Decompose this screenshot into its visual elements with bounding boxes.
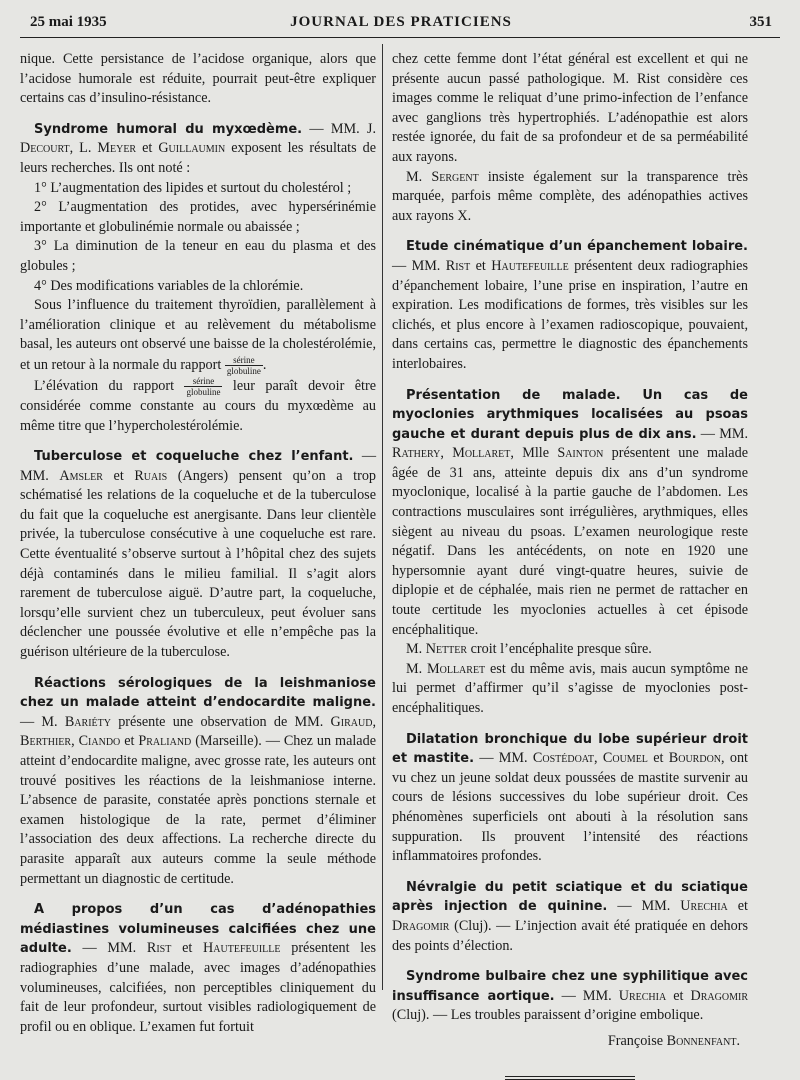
author-name: Berthier [20, 733, 72, 750]
author-name: Hautefeuille [491, 257, 569, 274]
intro-paragraph: nique. Cette persistance de l’acidose organique, alors que l’acidose humorale est réduite, pourrait peut-être expliquer certains cas d’insulino-résistance. [20, 51, 376, 107]
author-name: Guillaumin [158, 140, 226, 157]
section-paragraph: A propos d’un cas d’adénopathies médiastines volumineuses calcifiées chez une adulte. — MM. Rist et Hautefeuille présentent les radiographies d’une malade, avec images d’adénopathies volumineuses, calcifiées, non perceptibles cliniquement du fait de leur profondeur, surtout visibles radiologiquement de profil ou en oblique. L’examen fut fortuit [20, 902, 376, 1035]
list-item: 3° La diminution de la teneur en eau du plasma et des globules ; [20, 238, 376, 274]
issue-date: 25 mai 1935 [30, 14, 107, 30]
section-dilatation [392, 730, 748, 867]
author-name: Urechia [680, 898, 728, 915]
section-paragraph: Syndrome humoral du myxœdème. — MM. J. Decourt, L. Meyer et Guillaumin exposent les résultats de leurs recherches. Ils ont noté : [20, 120, 376, 176]
author-name: Giraud [330, 713, 373, 730]
author-name: Hautefeuille [203, 940, 281, 957]
author-name: Amsler [59, 467, 103, 484]
section-paragraph: M. Netter croit l’encéphalite presque sûre. [406, 641, 652, 658]
section-syndrome-bulbaire [392, 967, 748, 1026]
section-paragraph: Syndrome bulbaire chez une syphilitique avec insuffisance aortique. — MM. Urechia et Dragomir (Cluj). — Les troubles paraissent d’origine embolique. [392, 969, 748, 1024]
author-name: Netter [425, 641, 468, 658]
section-paragraph: Présentation de malade. Un cas de myoclonies arythmiques localisées au psoas gauche et durant depuis plus de dix ans. — MM. Rathery, Mollaret, Mlle Sainton présentent une malade âgée de 31 ans, atteinte depuis dix ans d’un syndrome myoclonique, localisé à la partie gauche de l’abdomen. Les contractions musculaires sont irrégulières, arythmiques, elles siègent au niveau du psoas. L’examen neurologique reste négatif. Dans les antécédents, on note en 1920 une hypersomnie ayant duré vingt-quatre heures, suivie de diplopie et de céphalée, mais rien ne permet de rattacher en toute certitude les myoclonies actuelles à cet épisode encéphalitique. [392, 387, 748, 638]
header-rule [20, 37, 780, 38]
section-paragraph: Névralgie du petit sciatique et du sciatique après injection de quinine. — MM. Urechia et Dragomir (Cluj). — L’injection avait été pratiquée en dehors des points d’élection. [392, 879, 748, 954]
list-item: 2° L’augmentation des protides, avec hypersérinémie importante et globulinémie normale ou abaissée ; [20, 199, 376, 235]
section-myoclonies [392, 386, 748, 719]
author-name: Mollaret [452, 445, 511, 462]
author-name: Bourdon [668, 750, 722, 767]
author-name: Sainton [557, 445, 604, 462]
author-name: Rist [146, 940, 172, 957]
page-number: 351 [749, 14, 772, 30]
section-title: Syndrome bulbaire chez une syphilitique avec insuffisance aortique. [392, 969, 748, 1004]
journal-title: JOURNAL DES PRATICIENS [290, 14, 512, 30]
section-title: Etude cinématique d’un épanchement lobaire. [406, 239, 748, 255]
section-epanchement [392, 237, 748, 374]
section-paragraph: Réactions sérologiques de la leishmaniose chez un malade atteint d’endocardite maligne. — M. Bariéty présente une observation de MM. Giraud, Berthier, Ciando et Praliand (Marseille). — Chez un malade atteint d’endocardite maligne, avec grosse rate, les auteurs ont trouvé positives les réactions de la leishmaniose interne. L’absence de parasite, constatée après ponctions sternale et examen histologique de la rate, permet d’éliminer l’association des deux affections. La recherche directe du parasite apparaît aux auteurs comme la seule méthode permettant un diagnostic de certitude. [20, 675, 376, 887]
fraction-serine-globuline: $\frac{\text{sérine}}{\text{globuline}}$ [226, 354, 261, 376]
section-tuberculose [20, 447, 376, 663]
section-paragraph: M. Mollaret est du même avis, mais aucun symptôme ne lui permet d’affirmer qu’il s’agisse de myoclonies post-encéphalitiques. [392, 660, 748, 716]
section-title: Tuberculose et coqueluche chez l’enfant. [34, 449, 354, 465]
author-name: Dragomir [392, 917, 450, 934]
author-name: Rist [445, 257, 471, 274]
section-paragraph: Tuberculose et coqueluche chez l’enfant. — MM. Amsler et Ruais (Angers) pensent qu’on a trop schématisé les relations de la coqueluche et de la tuberculose du fait que la coqueluche est anergisante. Dans leur clientèle privée, la tuberculose consécutive à une coqueluche est rare. Cette éventualité s’observe surtout à l’hôpital chez des sujets déjà contaminés dans le milieu familial. Il s’agit alors rarement de tuberculose aiguë. D’autre part, la coqueluche, lorsqu’elle survient chez un tuberculeux, peut évoluer sans déclencher une poussée évolutive et elle n’empêche pas la guérison ultérieure de la tuberculose. [20, 448, 377, 661]
section-title: Syndrome humoral du myxœdème. [34, 121, 303, 137]
section-title: A propos d’un cas d’adénopathies médiastines volumineuses calcifiées chez une adulte. [20, 902, 376, 957]
section-myxoedeme [20, 120, 376, 436]
author-name: Praliand [138, 733, 192, 750]
section-leishmaniose [20, 674, 376, 890]
author-name: Sergent [431, 168, 479, 185]
author-name: Coumel [602, 750, 648, 767]
author-name: Rathery [392, 445, 441, 462]
section-title: Présentation de malade. Un cas de myoclonies arythmiques localisées au psoas gauche et durant depuis plus de dix ans. [392, 387, 748, 442]
list-item: 4° Des modifications variables de la chlorémie. [34, 277, 304, 294]
author-name: Urechia [618, 987, 667, 1004]
author-name: Dragomir [690, 987, 748, 1004]
list-item: 1° L’augmentation des lipides et surtout du cholestérol ; [34, 179, 352, 196]
author-name: Ruais [134, 467, 168, 484]
section-paragraph: L’élévation du rapport $\frac{\text{sérine}}{\text{globuline}}$ leur paraît devoir être considérée comme constante au cours du myxœdème au même titre que l’hypercholestérolémie. [20, 375, 376, 434]
author-name: Bariéty [64, 713, 111, 730]
column-divider [382, 44, 383, 990]
author-name: Costédoat [532, 750, 595, 767]
author-name: Decourt [20, 140, 70, 157]
section-paragraph: Sous l’influence du traitement thyroïdien, parallèlement à l’amélioration clinique et au relèvement du métabolisme basal, les auteurs ont observé une baisse de la cholestérolémie, et un retour à la normale du rapport $\frac{\text{sérine}}{\text{globuline}}$ . [20, 297, 376, 376]
signature: Françoise Bonnenfant. [607, 1032, 740, 1049]
author-name: Meyer [97, 140, 137, 157]
section-paragraph: Etude cinématique d’un épanchement lobaire. — MM. Rist et Hautefeuille présentent deux radiographies d’épanchement lobaire, l’une prise en inspiration, l’autre en expiration. Les modifications de formes, très visibles sur les clichés, et plus encore à l’examen radioscopique, pouvaient, dans certains cas, permettre le diagnostic des épanchements interlobaires. [392, 239, 748, 372]
section-title: Névralgie du petit sciatique et du sciatique après injection de quinine. [392, 879, 748, 915]
left-column [20, 50, 376, 1037]
continued-paragraph: chez cette femme dont l’état général est excellent et qui ne présente aucun passé pathologique. M. Rist considère ces images comme le reliquat d’une primo-infection de l’enfance avec ganglions très hypertrophiés. L’adénopathie est alors restée ignorée, du fait de sa profondeur et de sa perméabilité aux rayons. [392, 51, 748, 165]
section-title: Dilatation bronchique du lobe supérieur droit et mastite. [392, 731, 748, 767]
section-adenopathies [20, 900, 376, 1037]
section-paragraph: Dilatation bronchique du lobe supérieur droit et mastite. — MM. Costédoat, Coumel et Bourdon, ont vu chez un jeune soldat deux poussées de mastite survenir au cours de lésions successives du lobe supérieur droit. Ces phénomènes superficiels ont abouti à la résolution sans suppuration. Ils prouvent l’intensité des réactions inflammatoires profondes. [392, 731, 748, 865]
running-header [30, 14, 772, 36]
fraction-serine-globuline: $\frac{\text{sérine}}{\text{globuline}}$ [186, 375, 221, 397]
author-name: Ciando [78, 733, 121, 750]
author-name: Mollaret [427, 660, 486, 677]
end-rule [505, 1076, 635, 1080]
section-nevralgie [392, 878, 748, 956]
right-column [392, 50, 748, 1080]
section-title: Réactions sérologiques de la leishmaniose chez un malade atteint d’endocardite maligne. [20, 675, 376, 711]
section-paragraph: M. Sergent insiste également sur la transparence très marquée, parfois même complète, des adénopathies actives aux rayons X. [392, 168, 749, 224]
